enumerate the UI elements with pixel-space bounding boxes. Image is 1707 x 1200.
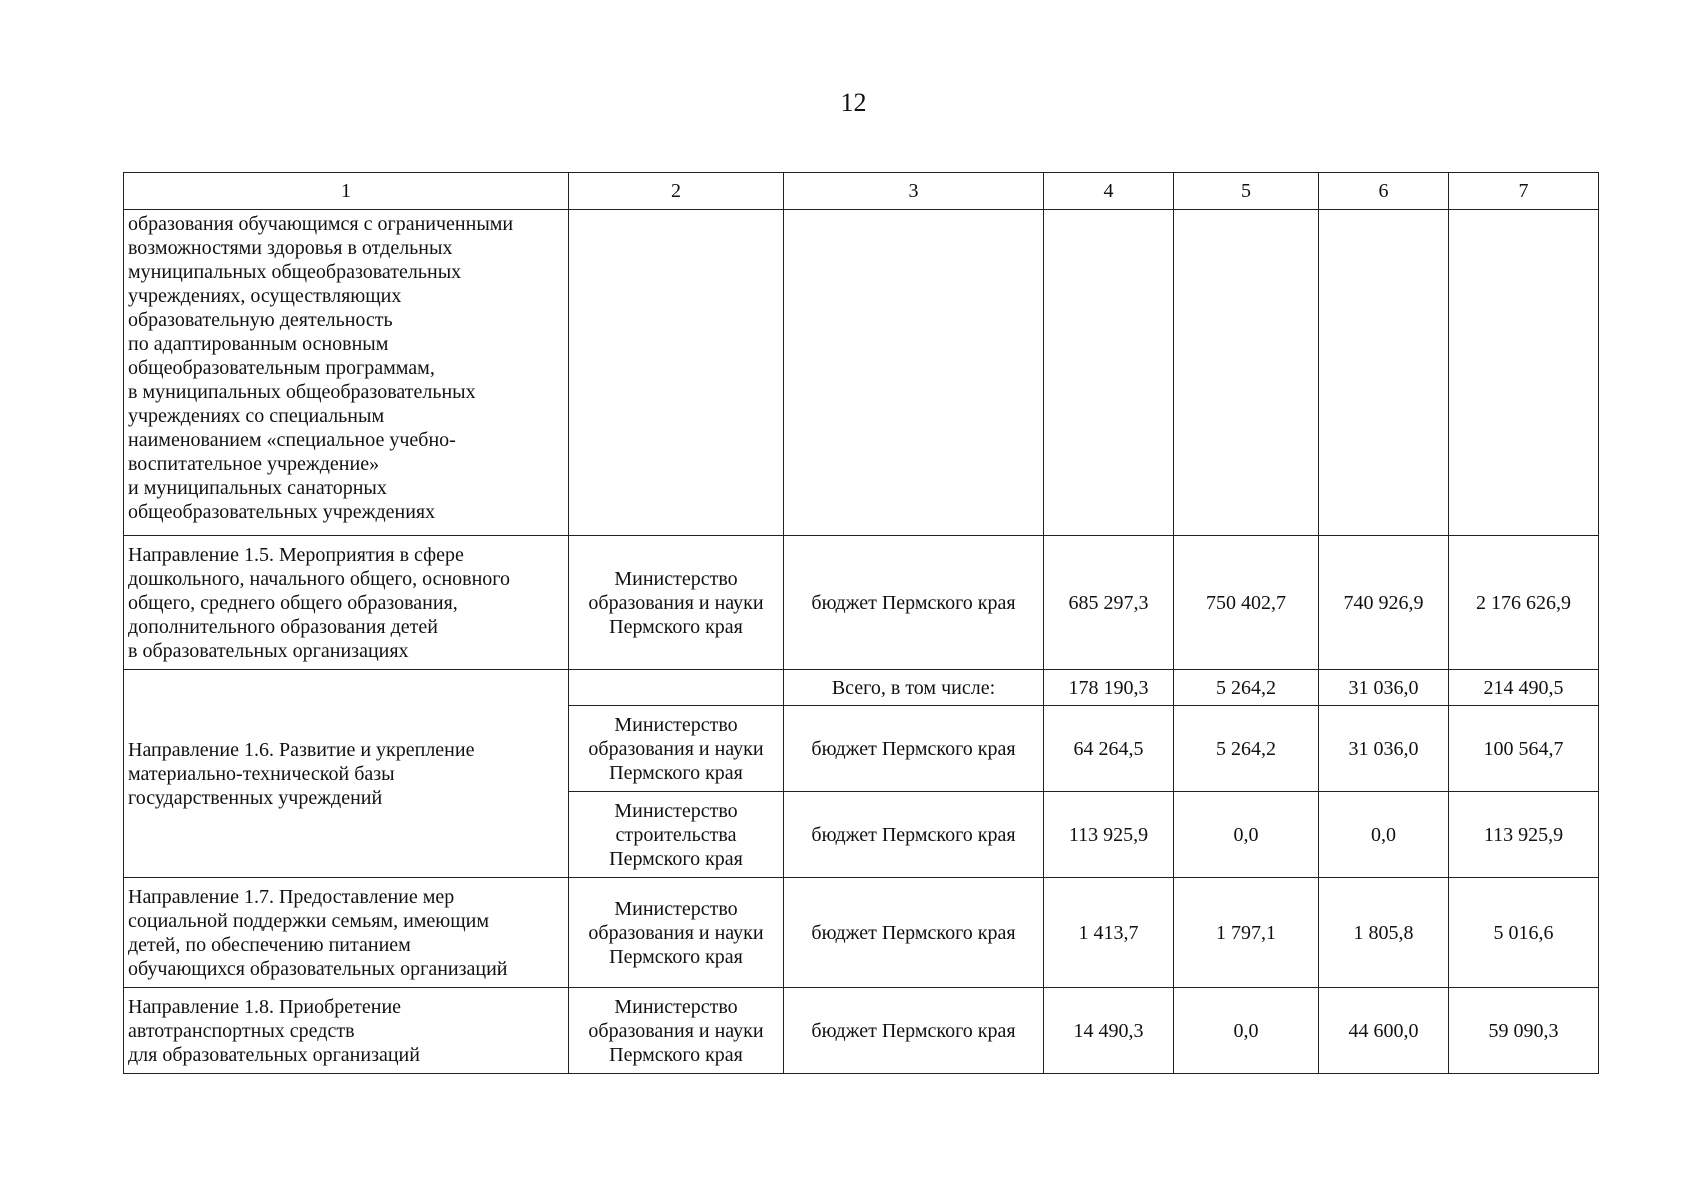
- table-row-direction-1-5: [124, 536, 1599, 670]
- value-col-5: 0,0: [1174, 792, 1319, 878]
- value-col-6: 31 036,0: [1319, 670, 1449, 706]
- value-col-4: 685 297,3: [1044, 536, 1174, 670]
- empty-cell: [569, 210, 784, 536]
- value-col-7: 2 176 626,9: [1449, 536, 1599, 670]
- empty-cell: [1449, 210, 1599, 536]
- value-col-7: 100 564,7: [1449, 706, 1599, 792]
- header-cell: 4: [1044, 173, 1174, 210]
- executor-cell: Министерство строительства Пермского края: [569, 792, 784, 878]
- funding-source-cell: бюджет Пермского края: [784, 878, 1044, 988]
- value-col-6: 0,0: [1319, 792, 1449, 878]
- table-row-direction-1-6-total: [124, 670, 1599, 706]
- total-label: Всего, в том числе:: [784, 670, 1044, 706]
- table-row-continued: [124, 210, 1599, 536]
- page-number: 12: [840, 88, 867, 117]
- empty-cell: [1174, 210, 1319, 536]
- value-col-7: 113 925,9: [1449, 792, 1599, 878]
- empty-cell: [784, 210, 1044, 536]
- value-col-5: 5 264,2: [1174, 706, 1319, 792]
- value-col-5: 1 797,1: [1174, 878, 1319, 988]
- value-col-6: 31 036,0: [1319, 706, 1449, 792]
- value-col-5: 5 264,2: [1174, 670, 1319, 706]
- executor-cell: Министерство образования и науки Пермского края: [569, 988, 784, 1074]
- funding-source-cell: бюджет Пермского края: [784, 792, 1044, 878]
- funding-source-cell: бюджет Пермского края: [784, 988, 1044, 1074]
- table-row-direction-1-8: [124, 988, 1599, 1074]
- header-cell: 7: [1449, 173, 1599, 210]
- header-row: [124, 173, 1599, 210]
- empty-cell: [1319, 210, 1449, 536]
- value-col-6: 1 805,8: [1319, 878, 1449, 988]
- value-col-5: 750 402,7: [1174, 536, 1319, 670]
- value-col-7: 59 090,3: [1449, 988, 1599, 1074]
- direction-1-7-text: Направление 1.7. Предоставление мер социальной поддержки семьям, имеющим детей, по обеспечению питанием обучающихся образовательных организаций: [124, 878, 569, 988]
- continued-direction-text: образования обучающимся с ограниченными возможностями здоровья в отдельных муниципальных общеобразовательных учреждениях, осуществляющих образовательную деятельность по адаптированным основным общеобразовательным программам, в муниципальных общеобразовательных учреждениях со специальным наименованием «специальное учебно- воспитательное учреждение» и муниципальных санаторных общеобразовательных учреждениях: [124, 210, 569, 536]
- value-col-4: 1 413,7: [1044, 878, 1174, 988]
- header-cell: 5: [1174, 173, 1319, 210]
- header-cell: 2: [569, 173, 784, 210]
- value-col-4: 14 490,3: [1044, 988, 1174, 1074]
- direction-1-5-text: Направление 1.5. Мероприятия в сфере дошкольного, начального общего, основного общего, среднего общего образования, дополнительного образования детей в образовательных организациях: [124, 536, 569, 670]
- header-cell: 3: [784, 173, 1044, 210]
- value-col-4: 64 264,5: [1044, 706, 1174, 792]
- header-cell: 1: [124, 173, 569, 210]
- table-row-direction-1-7: [124, 878, 1599, 988]
- value-col-7: 214 490,5: [1449, 670, 1599, 706]
- executor-cell: Министерство образования и науки Пермского края: [569, 706, 784, 792]
- direction-1-6-text: Направление 1.6. Развитие и укрепление материально-технической базы государственных учреждений: [124, 670, 569, 878]
- direction-1-8-text: Направление 1.8. Приобретение автотранспортных средств для образовательных организаций: [124, 988, 569, 1074]
- budget-table: [123, 172, 1599, 1074]
- header-cell: 6: [1319, 173, 1449, 210]
- value-col-4: 113 925,9: [1044, 792, 1174, 878]
- funding-source-cell: бюджет Пермского края: [784, 536, 1044, 670]
- executor-cell: Министерство образования и науки Пермского края: [569, 536, 784, 670]
- executor-cell: Министерство образования и науки Пермского края: [569, 878, 784, 988]
- value-col-6: 44 600,0: [1319, 988, 1449, 1074]
- funding-source-cell: бюджет Пермского края: [784, 706, 1044, 792]
- value-col-7: 5 016,6: [1449, 878, 1599, 988]
- value-col-4: 178 190,3: [1044, 670, 1174, 706]
- empty-cell: [1044, 210, 1174, 536]
- value-col-5: 0,0: [1174, 988, 1319, 1074]
- value-col-6: 740 926,9: [1319, 536, 1449, 670]
- executor-cell: [569, 670, 784, 706]
